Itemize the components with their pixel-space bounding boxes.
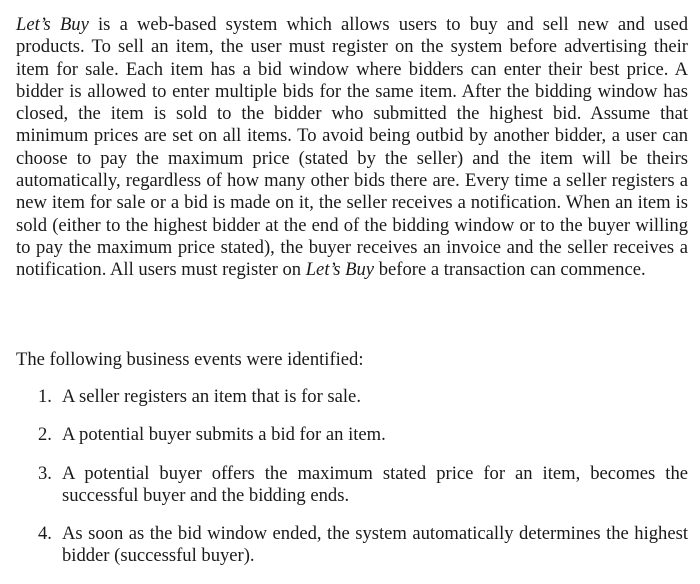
list-item <box>38 523 688 568</box>
list-text: A potential buyer offers the maximum stated price for an item, becomes the successful buyer and the bidding ends. <box>62 462 688 506</box>
cropped-previous-line <box>16 0 276 2</box>
intro-text-part1: is a web-based system which allows users to buy and sell new and used products. To sell an item, the user must register on the system before advertising their item for sale. Each item has a bid window where bidders can enter their best price. A bidder is allowed to enter multiple bids for the same item. After the bidding window has closed, the item is sold to the bidder who submitted the highest bid. Assume that minimum prices are set on all items. To avoid being outbid by another bidder, a user can choose to pay the maximum price (stated by the seller) and the item will be theirs automatically, regardless of how many other bids there are. Every time a seller registers a new item for sale or a bid is made on it, the seller receives a notification. When an item is sold (either to the highest bidder at the end of the bidding window or to the buyer willing to pay the maximum price stated), the buyer receives an invoice and the seller receives a notification. All users must register on <box>16 14 688 281</box>
business-events-list <box>38 386 688 584</box>
list-text: As soon as the bid window ended, the system automatically determines the highest bidder (successful buyer). <box>62 523 688 567</box>
document-page <box>16 0 688 580</box>
list-text: A potential buyer submits a bid for an item. <box>62 424 386 446</box>
list-item <box>38 386 688 408</box>
list-number: 1. <box>38 386 52 407</box>
intro-paragraph <box>16 14 688 282</box>
app-name: Let’s Buy <box>16 14 89 35</box>
list-item <box>38 424 688 446</box>
list-number: 4. <box>38 523 52 545</box>
intro-text-part2: before a transaction can commence. <box>374 259 646 281</box>
app-name-2: Let’s Buy <box>305 259 375 281</box>
list-text: A seller registers an item that is for sale. <box>62 386 361 407</box>
list-number: 3. <box>38 462 52 484</box>
list-item <box>38 463 688 508</box>
list-number: 2. <box>38 424 52 446</box>
events-heading: The following business events were identified: <box>16 349 364 370</box>
